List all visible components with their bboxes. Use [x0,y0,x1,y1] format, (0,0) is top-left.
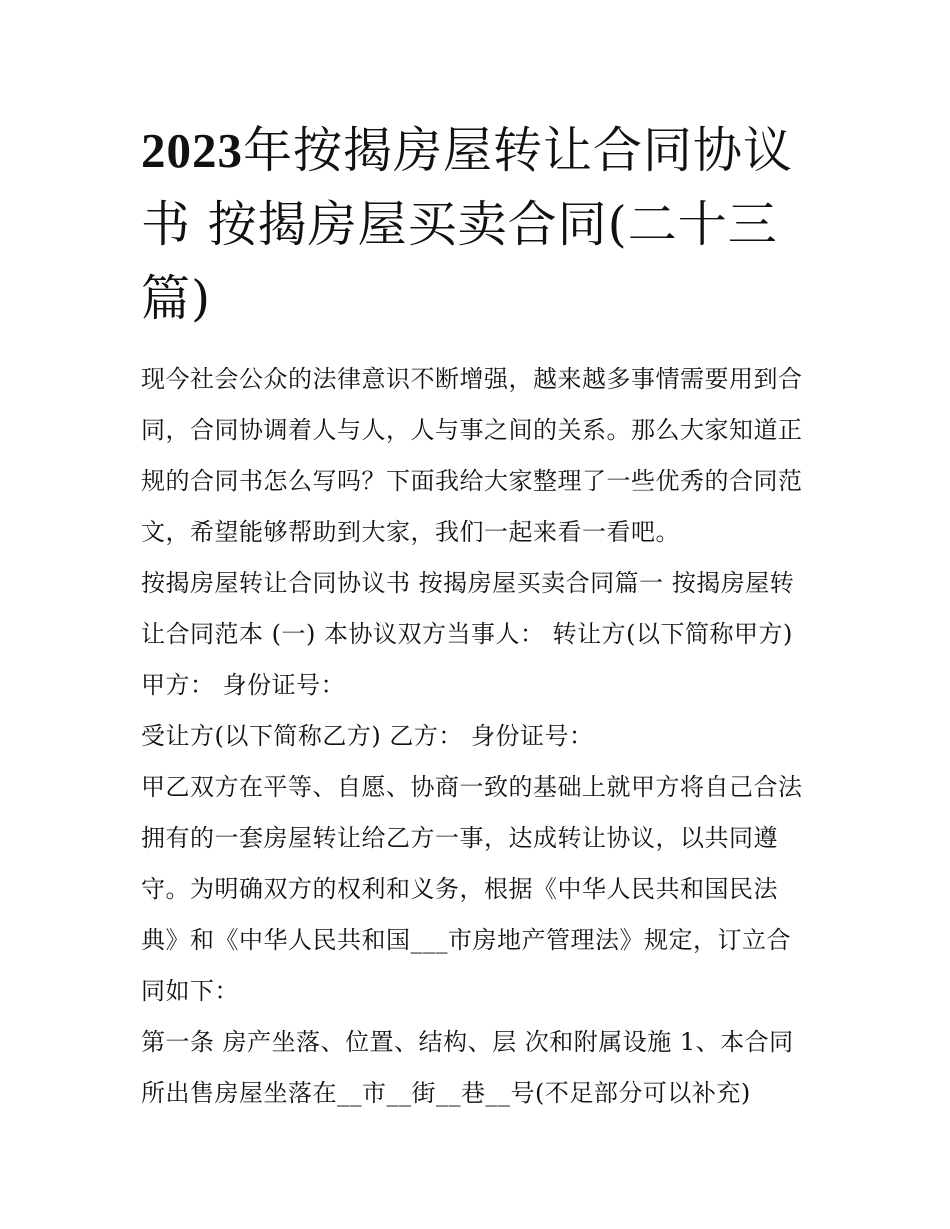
paragraph-parties-transferor: 按揭房屋转让合同协议书 按揭房屋买卖合同篇一 按揭房屋转让合同范本 (一) 本协议双方当事人： 转让方(以下简称甲方) 甲方： 身份证号： [141,569,795,699]
paragraph-intro: 现今社会公众的法律意识不断增强，越来越多事情需要用到合同，合同协调着人与人，人与事之间的关系。那么大家知道正规的合同书怎么写吗？下面我给大家整理了一些优秀的合同范文，希望能够帮助到大家，我们一起来看一看吧。 [141,365,803,546]
title-year: 2023 [141,123,243,178]
paragraph-agreement-basis: 甲乙双方在平等、自愿、协商一致的基础上就甲方将自己合法拥有的一套房屋转让给乙方一事，达成转让协议，以共同遵守。为明确双方的权利和义务，根据《中华人民共和国民法典》和《中华人民共和国___市房地产管理法》规定，订立合同如下： [141,773,803,1005]
document-body [141,354,813,1119]
paragraph-article-one: 第一条 房产坐落、位置、结构、层 次和附属设施 1、本合同所出售房屋坐落在__市__街__巷__号(不足部分可以补充) [141,1028,794,1107]
title-main: 年按揭房屋转让合同协议书 按揭房屋买卖合同(二十三篇) [141,122,794,327]
document-page [141,114,813,1119]
paragraph-parties-transferee: 受让方(以下简称乙方) 乙方： 身份证号： [141,722,594,750]
document-title [141,114,813,336]
